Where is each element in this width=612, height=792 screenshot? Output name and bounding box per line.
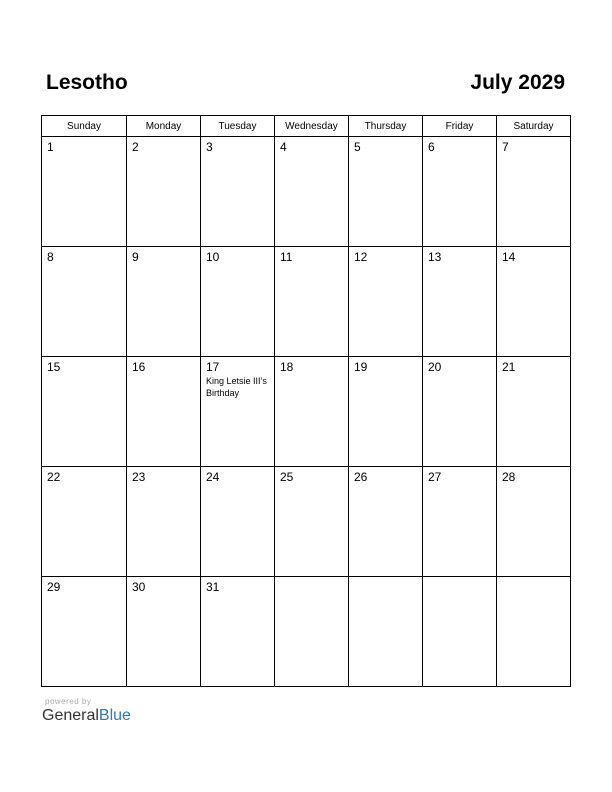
- day-cell: [349, 357, 423, 467]
- weekday-header: Wednesday: [275, 116, 349, 137]
- month-year-title: July 2029: [470, 71, 565, 94]
- powered-by-text: powered by: [45, 697, 92, 706]
- day-cell: [349, 467, 423, 577]
- day-cell: [42, 467, 127, 577]
- day-cell: [127, 137, 201, 247]
- day-number: 23: [132, 470, 146, 484]
- week-row: [42, 137, 571, 247]
- weekday-header: Monday: [127, 116, 201, 137]
- day-number: 7: [502, 140, 509, 154]
- day-cell: [497, 137, 571, 247]
- day-number: 6: [428, 140, 435, 154]
- day-cell: [497, 357, 571, 467]
- day-cell: [127, 577, 201, 687]
- day-number: 30: [132, 580, 146, 594]
- day-cell: [42, 357, 127, 467]
- day-number: 18: [280, 360, 294, 374]
- week-row: [42, 247, 571, 357]
- day-cell: [423, 467, 497, 577]
- day-number: 29: [47, 580, 61, 594]
- day-number: 17: [206, 360, 220, 374]
- day-cell: [201, 467, 275, 577]
- day-number: 14: [502, 250, 516, 264]
- week-row: [42, 577, 571, 687]
- day-number: 26: [354, 470, 368, 484]
- calendar-grid: [41, 115, 571, 687]
- day-cell: [349, 247, 423, 357]
- footer-branding: [42, 697, 131, 725]
- day-number: 22: [47, 470, 61, 484]
- day-number: 15: [47, 360, 61, 374]
- day-number: 28: [502, 470, 516, 484]
- day-cell: [275, 137, 349, 247]
- day-cell-empty: [497, 577, 571, 687]
- weekday-header: Sunday: [42, 116, 127, 137]
- weekday-header: Saturday: [497, 116, 571, 137]
- day-number: 21: [502, 360, 516, 374]
- day-number: 9: [132, 250, 139, 264]
- day-number: 31: [206, 580, 220, 594]
- weekday-header: Friday: [423, 116, 497, 137]
- day-number: 8: [47, 250, 54, 264]
- day-number: 16: [132, 360, 146, 374]
- day-cell: [201, 247, 275, 357]
- brand-general: General: [42, 707, 99, 724]
- day-number: 13: [428, 250, 442, 264]
- day-number: 12: [354, 250, 368, 264]
- day-cell: [275, 247, 349, 357]
- day-cell: [127, 357, 201, 467]
- day-number: 4: [280, 140, 287, 154]
- day-number: 19: [354, 360, 368, 374]
- day-cell: [127, 247, 201, 357]
- weekday-header: Thursday: [349, 116, 423, 137]
- day-number: 5: [354, 140, 361, 154]
- day-cell: [201, 357, 275, 467]
- brand-blue: Blue: [98, 707, 131, 724]
- country-title: Lesotho: [46, 71, 128, 94]
- day-cell: [275, 357, 349, 467]
- day-number: 25: [280, 470, 294, 484]
- day-cell: [497, 247, 571, 357]
- day-cell: [42, 577, 127, 687]
- day-number: 20: [428, 360, 442, 374]
- day-number: 3: [206, 140, 213, 154]
- generalblue-logo[interactable]: [42, 707, 131, 725]
- day-number: 24: [206, 470, 220, 484]
- day-cell-empty: [275, 577, 349, 687]
- day-cell: [497, 467, 571, 577]
- day-cell: [423, 137, 497, 247]
- week-row: [42, 357, 571, 467]
- week-row: [42, 467, 571, 577]
- day-cell: [349, 137, 423, 247]
- day-number: 27: [428, 470, 442, 484]
- day-cell: [275, 467, 349, 577]
- day-cell: [423, 247, 497, 357]
- day-cell: [127, 467, 201, 577]
- day-cell: [42, 137, 127, 247]
- day-cell-empty: [349, 577, 423, 687]
- day-cell-empty: [423, 577, 497, 687]
- day-cell: [42, 247, 127, 357]
- day-number: 10: [206, 250, 220, 264]
- weekday-header-row: [42, 116, 571, 137]
- day-cell: [423, 357, 497, 467]
- weekday-header: Tuesday: [201, 116, 275, 137]
- day-number: 2: [132, 140, 139, 154]
- day-number: 11: [280, 250, 293, 264]
- day-number: 1: [47, 140, 54, 154]
- day-cell: [201, 137, 275, 247]
- day-cell: [201, 577, 275, 687]
- holiday-label: King Letsie III’s Birthday: [206, 376, 267, 398]
